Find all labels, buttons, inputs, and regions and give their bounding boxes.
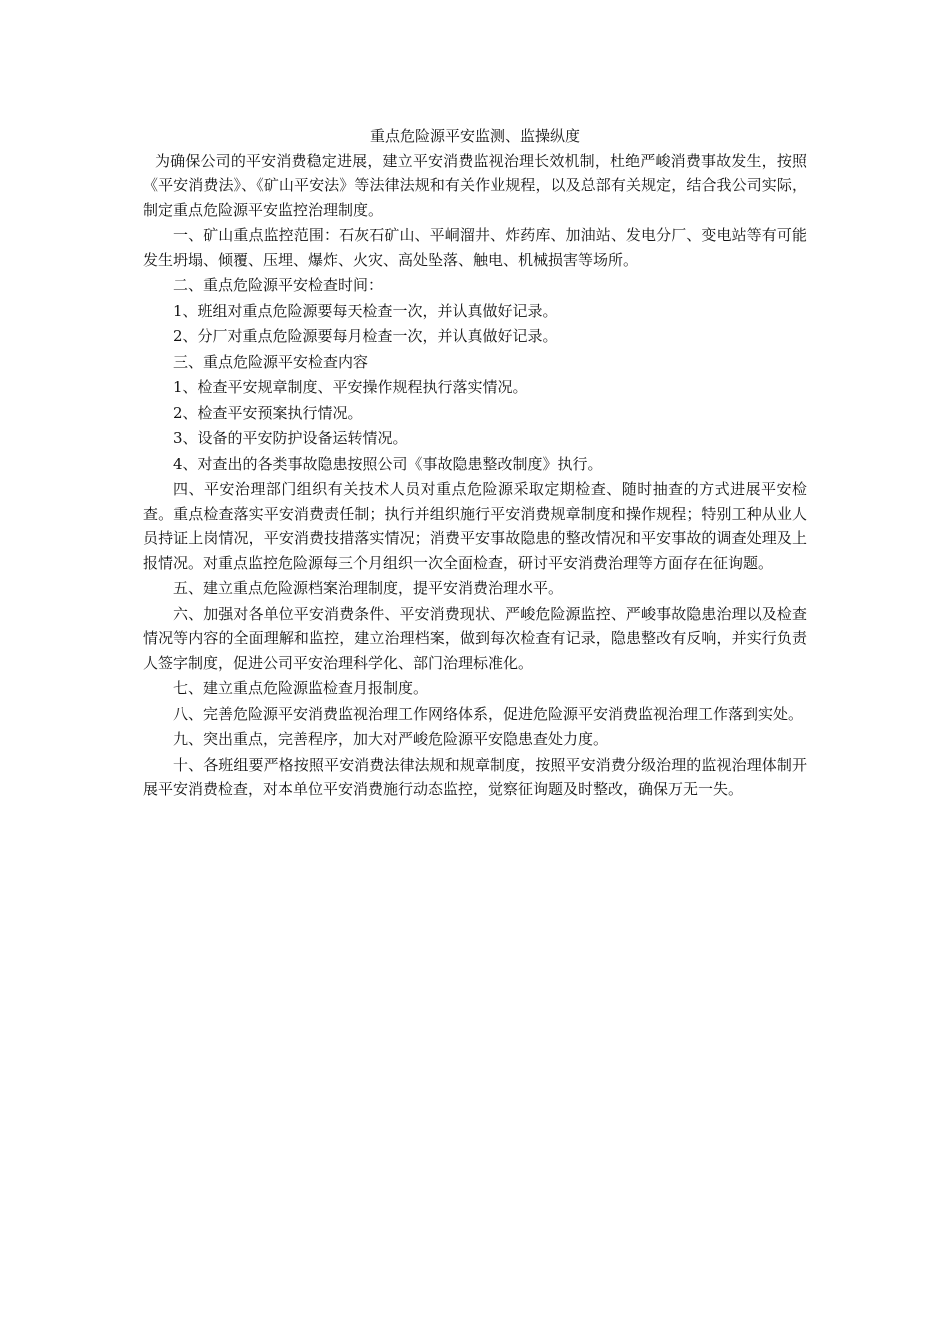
- paragraph-content-item-3: 3、设备的平安防护设备运转情况。: [173, 429, 408, 447]
- paragraph-section-5: 五、建立重点危险源档案治理制度，提平安消费治理水平。: [173, 579, 564, 597]
- paragraph-inspection-content-heading: 三、重点危险源平安检查内容: [173, 352, 369, 371]
- document-title: 重点危险源平安监测、监操纵度: [369, 127, 580, 145]
- paragraph-inspection-time-heading: 二、重点危险源平安检查时间：: [173, 276, 384, 294]
- paragraph-content-item-4: 4、对查出的各类事故隐患按照公司《事故隐患整改制度》执行。: [173, 454, 603, 473]
- paragraph-content-item-1: 1、检查平安规章制度、平安操作规程执行落实情况。: [173, 378, 528, 396]
- paragraph-section-4: 四、平安治理部门组织有关技术人员对重点危险源采取定期检查、随时抽查的方式进展平安检查。重点检查落实平安消费责任制；执行并组织施行平安消费规章制度和操作规程；特别工种从业人员持证上岗情况，平安消费技措落实情况；消费平安事故隐患的整改情况和平安事故的调查处理及上报情况。对重点监控危险源每三个月组织一次全面检查，研讨平安消费治理等方面存在征询题。: [143, 480, 807, 572]
- paragraph-section-10: 十、各班组要严格按照平安消费法律法规和规章制度，按照平安消费分级治理的监视治理体制开展平安消费检查，对本单位平安消费施行动态监控，觉察征询题及时整改，确保万无一失。: [143, 755, 807, 798]
- document-page: [143, 124, 807, 802]
- paragraph-section-9: 九、突出重点，完善程序，加大对严峻危险源平安隐患查处力度。: [173, 730, 609, 748]
- paragraph-team-daily-check: 1、班组对重点危险源要每天检查一次，并认真做好记录。: [173, 301, 558, 320]
- paragraph-intro: 为确保公司的平安消费稳定进展，建立平安消费监视治理长效机制，杜绝严峻消费事故发生，按照《平安消费法》、《矿山平安法》等法律法规和有关作业规程，以及总部有关规定，结合我公司实际，制定重点危险源平安监控治理制度。: [143, 151, 807, 219]
- paragraph-monitoring-scope: 一、矿山重点监控范围：石灰石矿山、平峒溜井、炸药库、加油站、发电分厂、变电站等有可能发生坍塌、倾覆、压埋、爆炸、火灾、高处坠落、触电、机械损害等场所。: [143, 226, 807, 269]
- paragraph-branch-monthly-check: 2、分厂对重点危险源要每月检查一次，并认真做好记录。: [173, 327, 558, 345]
- paragraph-section-8: 八、完善危险源平安消费监视治理工作网络体系，促进危险源平安消费监视治理工作落到实处。: [173, 704, 804, 723]
- paragraph-section-7: 七、建立重点危险源监检查月报制度。: [173, 679, 429, 697]
- paragraph-content-item-2: 2、检查平安预案执行情况。: [173, 403, 363, 422]
- paragraph-section-6: 六、加强对各单位平安消费条件、平安消费现状、严峻危险源监控、严峻事故隐患治理以及检查情况等内容的全面理解和监控，建立治理档案，做到每次检查有记录，隐患整改有反响，并实行负责人签字制度，促进公司平安治理科学化、部门治理标准化。: [143, 604, 807, 672]
